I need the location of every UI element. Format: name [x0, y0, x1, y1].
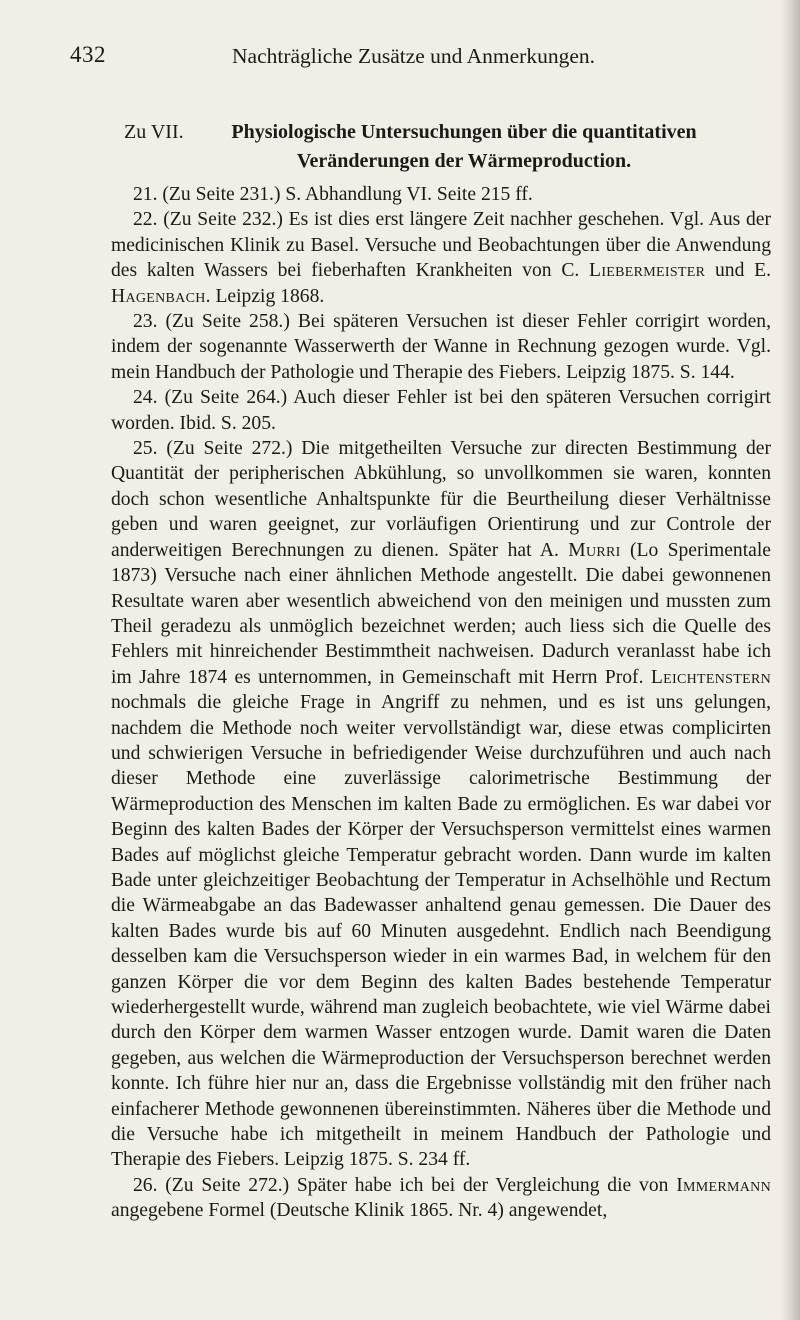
page-number: 432 [70, 42, 106, 67]
running-head-title: Nachträgliche Zusätze und Anmerkungen. [232, 44, 595, 68]
section-label: Zu VII. [124, 121, 184, 143]
note-25-text-a: 25. (Zu Seite 272.) Die mitgetheilten Versuche zur directen Bestimmung der Quantität der peripherischen Abkühlung, so unvollkommen sie waren, konnten doch schon wesentliche Anhaltspunkte für die Beurtheilung dieser Verhältnisse geben und waren geeignet, zur vorläufigen Orientirung und zur Controle der anderweitigen Berechnungen zu dienen. Später hat A. [111, 438, 771, 561]
running-head [70, 42, 670, 82]
note-21-text: 21. (Zu Seite 231.) S. Abhandlung VI. Seite 215 ff. [133, 184, 533, 205]
author-name-murri: Murri [568, 539, 621, 561]
note-22-text-a: 22. (Zu Seite 232.) Es ist dies erst längere Zeit nachher geschehen. Vgl. Aus der medicinischen Klinik zu Basel. Versuche und Beobachtungen über die Anwendung des kalten Wassers bei fieberhaften Krankheiten von C. [111, 209, 771, 282]
section-title-line-1: Physiologische Untersuchungen über die quantitativen [231, 121, 697, 143]
note-22-text-b: und E. [705, 260, 771, 282]
note-26 [111, 1173, 771, 1224]
body-text [111, 182, 771, 1224]
section-title-line-2: Veränderungen der Wärmeproduction. [296, 150, 632, 172]
note-25-text-c: nochmals die gleiche Frage in Angriff zu nehmen, und es ist uns gelungen, nachdem die Methode noch weiter vervollständigt war, diese etwas complicirten und schwierigen Versuche in befriedigender Weise durchzuführen und auch nach dieser Methode eine zuverlässige calorimetrische Bestimmung der Wärmeproduction des Menschen im kalten Bade zu ermöglichen. Es war dabei vor Beginn des kalten Bades der Körper der Versuchsperson vermittelst eines warmen Bades auf möglichst gleiche Temperatur gebracht worden. Dann wurde im kalten Bade unter gleichzeitiger Beobachtung der Temperatur in Achselhöhle und Rectum die Wärmeabgabe an das Badewasser anhaltend genau gemessen. Die Dauer des kalten Bades wurde bis auf 60 Minuten ausgedehnt. Endlich nach Beendigung desselben kam die Versuchsperson wieder in ein warmes Bad, in welchem für den ganzen Körper die vor dem Beginn des kalten Bades bestehende Temperatur wiederhergestellt wurde, während man zugleich beobachtete, wie viel Wärme dabei durch den Körper dem warmen Wasser entzogen wurde. Damit waren die Daten gegeben, aus welchen die Wärmeproduction der Versuchsperson berechnet werden konnte. Ich führe hier nur an, dass die Ergebnisse vollständig mit den früher nach einfacherer Methode gewonnenen übereinstimmten. Näheres über die Methode und die Versuche habe ich mitgetheilt in meinem Handbuch der Pathologie und Therapie des Fiebers. Leipzig 1875. S. 234 ff. [111, 692, 771, 1171]
note-26-text-b: angegebene Formel (Deutsche Klinik 1865. Nr. 4) angewendet, [111, 1200, 608, 1222]
note-24-text: 24. (Zu Seite 264.) Auch dieser Fehler ist bei den späteren Versuchen corrigirt worden. Ibid. S. 205. [111, 387, 771, 434]
author-name-liebermeister: Liebermeister [589, 260, 706, 282]
author-name-leichtenstern: Leichtenstern [650, 666, 771, 688]
author-name-immermann: Immermann [676, 1174, 771, 1196]
note-25-text-b: (Lo Sperimentale 1873) Versuche nach einer ähnlichen Methode angestellt. Die dabei gewonnenen Resultate waren aber wesentlich abweichend von den meinigen und mussten zum Theil geradezu als unmöglich bezeichnet werden; auch liess sich die Quelle des Fehlers mit hinreichender Bestimmtheit nachweisen. Dadurch veranlasst habe ich im Jahre 1874 es unternommen, in Gemeinschaft mit Herrn Prof. [111, 539, 771, 688]
note-22 [111, 207, 771, 309]
page-edge-shadow [780, 0, 800, 1320]
note-25 [111, 436, 771, 1173]
author-name-hagenbach: Hagenbach [111, 285, 206, 307]
note-26-text-a: 26. (Zu Seite 272.) Später habe ich bei der Vergleichung die von [133, 1174, 677, 1196]
note-21 [111, 182, 771, 207]
note-22-text-c: . Leipzig 1868. [205, 285, 325, 307]
section-title [124, 118, 764, 176]
note-23 [111, 309, 771, 385]
note-23-text: 23. (Zu Seite 258.) Bei späteren Versuchen ist dieser Fehler corrigirt worden, indem der sogenannte Wasserwerth der Wanne in Rechnung gezogen wurde. Vgl. mein Handbuch der Pathologie und Therapie des Fiebers. Leipzig 1875. S. 144. [111, 311, 771, 383]
note-24 [111, 385, 771, 436]
